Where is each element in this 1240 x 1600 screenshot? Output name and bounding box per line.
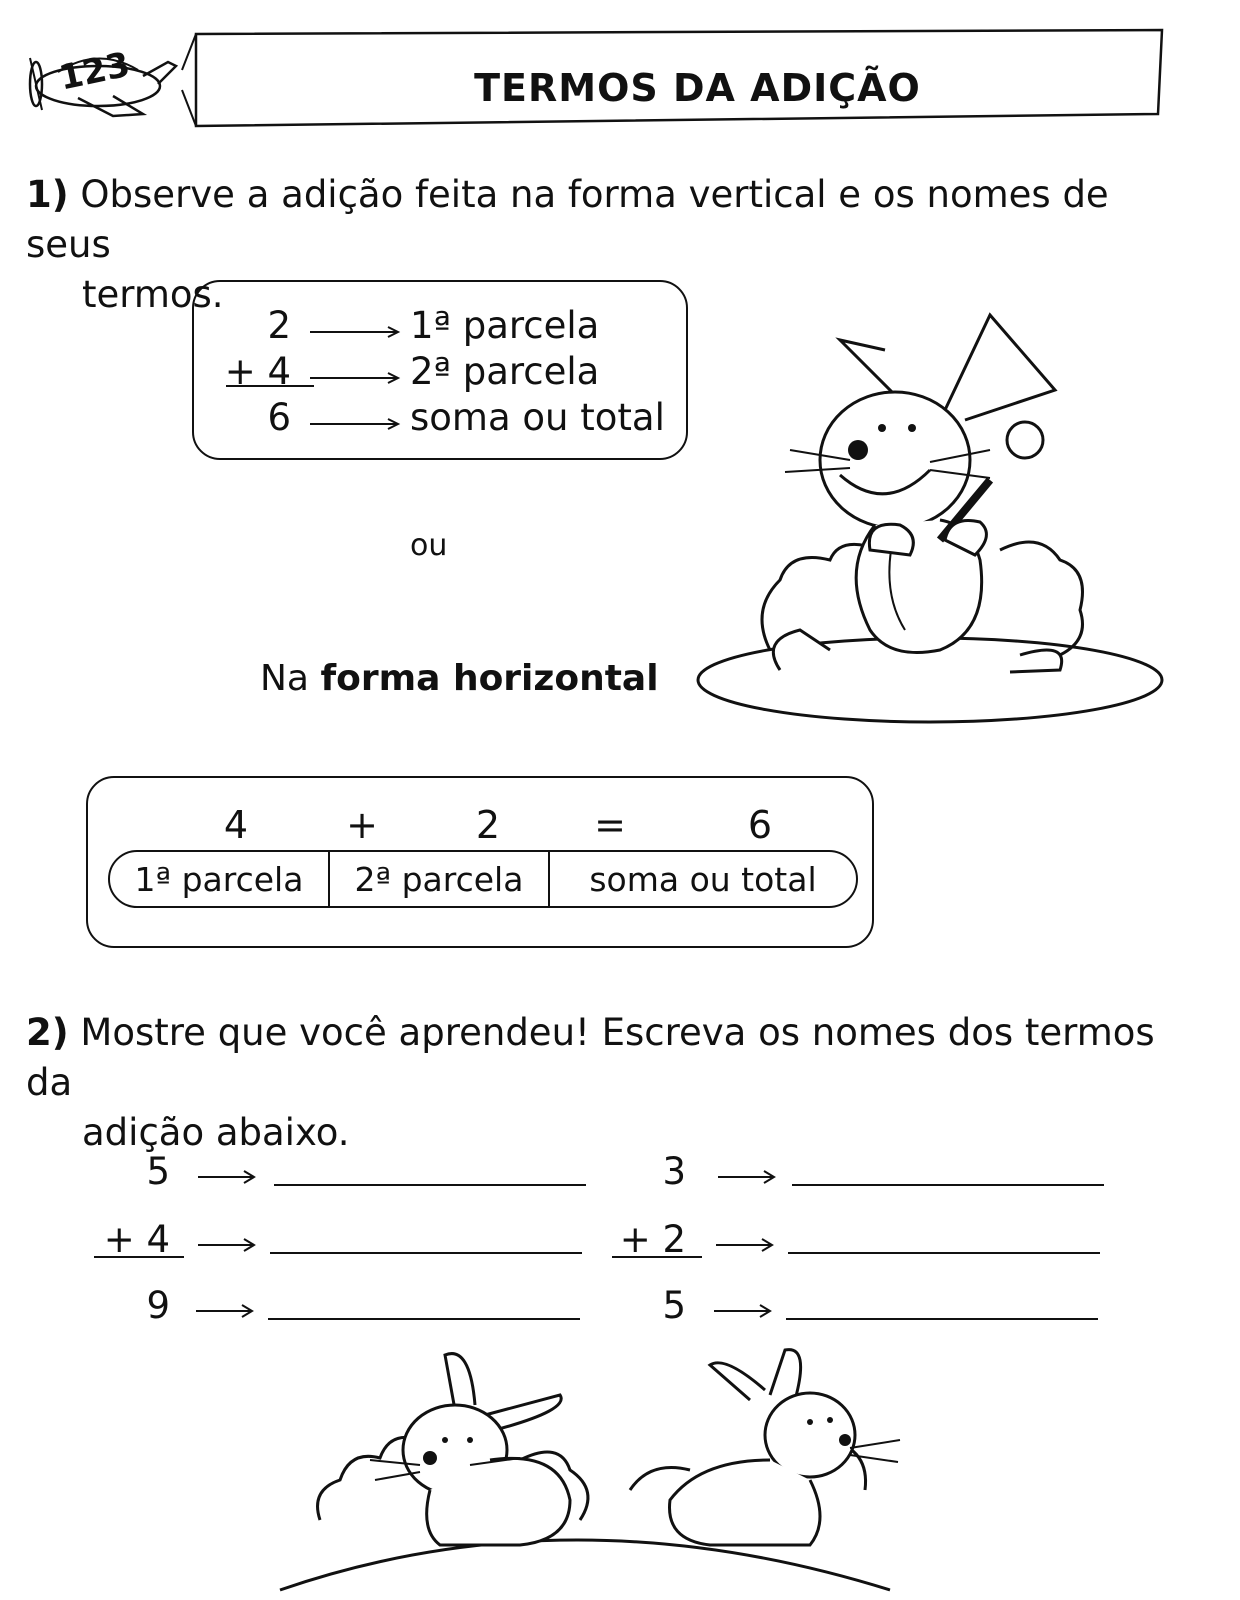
horizontal-second-number: 2 — [475, 803, 501, 847]
exercise-right-number-3: 5 — [662, 1284, 686, 1327]
horizontal-heading — [260, 658, 659, 699]
horizontal-first-number: 4 — [223, 803, 249, 847]
arrow-right-icon — [198, 1170, 256, 1184]
vertical-row-1 — [194, 304, 686, 350]
arrow-right-icon — [310, 326, 400, 338]
vertical-number-1: 2 — [267, 304, 291, 347]
sum-line — [226, 385, 314, 387]
answer-blank[interactable] — [788, 1252, 1100, 1254]
vertical-row-2 — [194, 350, 686, 396]
arrow-right-icon — [310, 372, 400, 384]
arrow-right-icon — [196, 1304, 254, 1318]
vertical-row-3 — [194, 396, 686, 442]
arrow-right-icon — [198, 1238, 256, 1252]
arrow-right-icon — [718, 1170, 776, 1184]
vertical-term-1: 1ª parcela — [410, 304, 600, 347]
horizontal-heading-bold: forma horizontal — [320, 658, 659, 699]
question-1-text-line2: termos. — [82, 273, 224, 316]
question-1-number: 1) — [26, 173, 69, 216]
sum-line — [94, 1256, 184, 1258]
term-labels-pill — [108, 850, 858, 908]
question-2-text-line2: adição abaixo. — [82, 1111, 350, 1154]
answer-blank[interactable] — [792, 1184, 1104, 1186]
vertical-number-3: 6 — [267, 396, 291, 439]
equals-sign: = — [594, 803, 626, 847]
answer-blank[interactable] — [268, 1318, 580, 1320]
exercise-right-number-1: 3 — [662, 1150, 686, 1193]
question-2 — [26, 1008, 1196, 1158]
exercise-left-number-3: 9 — [146, 1284, 170, 1327]
exercise-left-number-1: 5 — [146, 1150, 170, 1193]
arrow-right-icon — [714, 1304, 772, 1318]
arrow-right-icon — [716, 1238, 774, 1252]
two-rabbits-illustration — [270, 1340, 910, 1594]
exercise-right-row-1 — [596, 1150, 1116, 1196]
airplane-illustration — [18, 36, 193, 130]
logo-text: 123 — [55, 44, 134, 99]
vertical-term-3: soma ou total — [410, 396, 665, 439]
horizontal-heading-prefix: Na — [260, 658, 309, 699]
label-sum: soma ou total — [589, 860, 817, 899]
exercise-right-number-2: + 2 — [619, 1218, 686, 1261]
answer-blank[interactable] — [274, 1184, 586, 1186]
rabbit-illustration — [690, 310, 1170, 734]
question-2-text-line1: Mostre que você aprendeu! Escreva os nomes dos termos da — [26, 1011, 1155, 1104]
vertical-number-2: + 4 — [224, 350, 291, 393]
horizontal-addition-box — [86, 776, 874, 948]
exercise-right-row-3 — [596, 1284, 1116, 1330]
exercise-left-row-1 — [80, 1150, 600, 1196]
answer-blank[interactable] — [786, 1318, 1098, 1320]
horizontal-result: 6 — [747, 803, 773, 847]
exercise-left-number-2: + 4 — [103, 1218, 170, 1261]
arrow-right-icon — [310, 418, 400, 430]
vertical-addition-box — [192, 280, 688, 460]
vertical-term-2: 2ª parcela — [410, 350, 600, 393]
exercise-left-row-3 — [80, 1284, 600, 1330]
connector-text: ou — [410, 528, 448, 563]
title-banner — [190, 30, 1165, 126]
question-2-number: 2) — [26, 1011, 69, 1054]
page-title: TERMOS DA ADIÇÃO — [474, 66, 921, 110]
question-1-text-line1: Observe a adição feita na forma vertical e os nomes de seus — [26, 173, 1109, 266]
label-first-addend: 1ª parcela — [110, 852, 330, 906]
plus-sign: + — [346, 803, 378, 847]
answer-blank[interactable] — [270, 1252, 582, 1254]
sum-line — [612, 1256, 702, 1258]
label-second-addend: 2ª parcela — [330, 852, 550, 906]
